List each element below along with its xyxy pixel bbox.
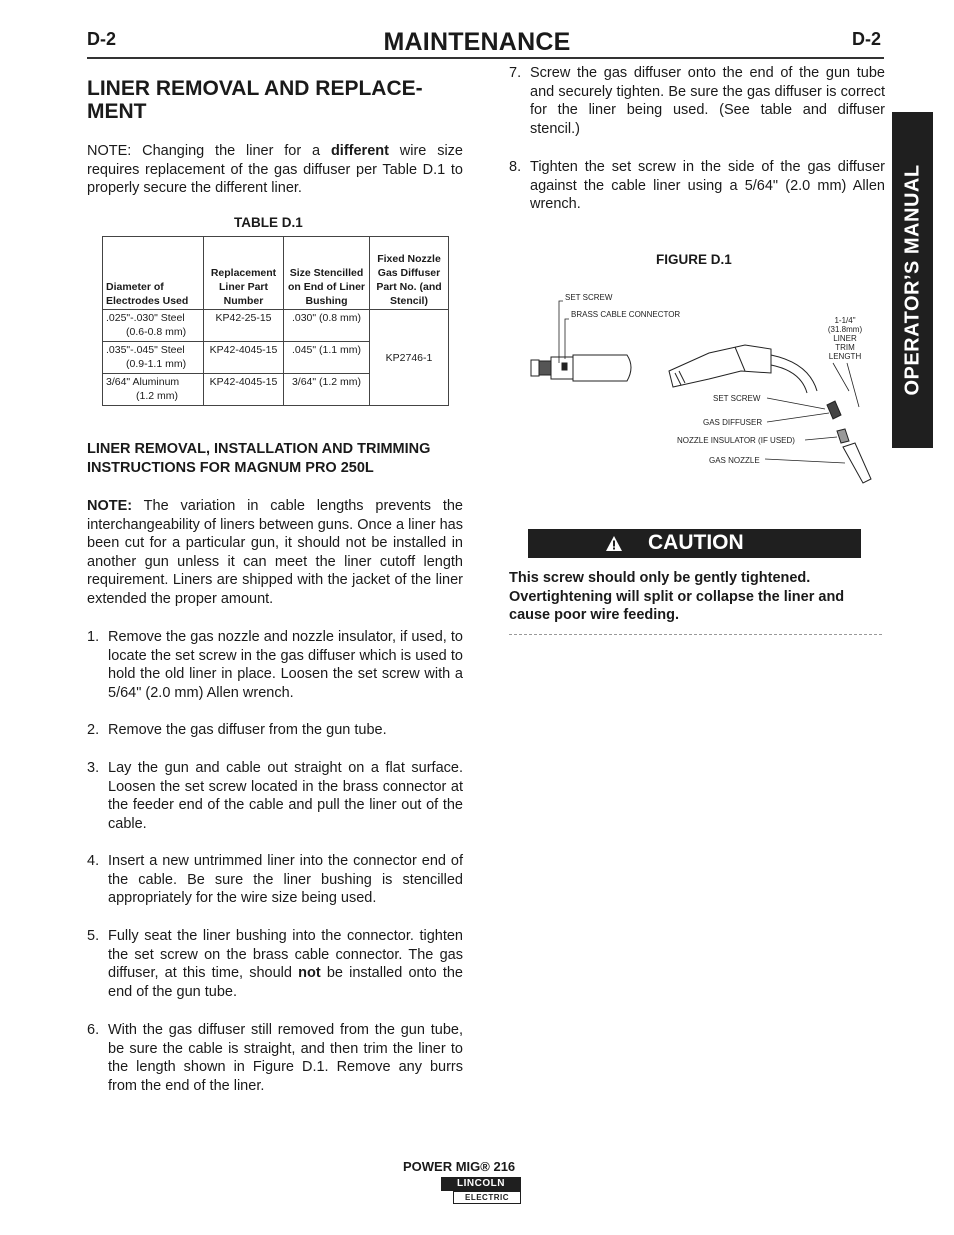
gas-diffuser-shape xyxy=(827,401,841,419)
diameter-text: 3/64" Aluminum xyxy=(106,376,180,388)
step-bold-word: not xyxy=(298,965,321,982)
table-cell-stencil: .045" (1.1 mm) xyxy=(284,342,370,374)
table-cell-liner: KP42-4045-15 xyxy=(204,374,284,406)
step-4 xyxy=(87,852,463,908)
step-text: Screw the gas diffuser onto the end of the gun tube and securely tighten. Be sure the gas diffuser is correct for the liner being used. (See table and diffuser stencil.) xyxy=(530,65,885,137)
label-trim-4: TRIM xyxy=(835,343,855,352)
table-cell-liner: KP42-25-15 xyxy=(204,310,284,342)
gun-tube xyxy=(771,355,817,391)
warning-icon xyxy=(605,535,623,552)
page-code-right: D-2 xyxy=(852,29,882,49)
table-header-stencil: Size Stencilled on End of Liner Bushing xyxy=(284,237,370,310)
caution-banner xyxy=(528,529,861,558)
step-number: 2. xyxy=(87,722,100,738)
label-gas-nozzle: GAS NOZZLE xyxy=(709,456,760,465)
figure-caption: FIGURE D.1 xyxy=(656,252,732,267)
table-cell-stencil: .030" (0.8 mm) xyxy=(284,310,370,342)
gas-diffuser-leader xyxy=(767,413,829,422)
diameter-mm-text: (0.6-0.8 mm) xyxy=(126,326,187,338)
table-cell-diameter xyxy=(103,342,204,374)
brass-connector-drawing xyxy=(531,355,631,381)
nozzle-parts xyxy=(827,401,871,483)
note-body: The variation in cable lengths prevents the interchangeability of liners between guns. Once a liner has been cut for a particular gun, it should not be installed in another gun unless it can meet the liner cutoff length requirement. Liners are shipped with the jacket of the liner extended the proper amount. xyxy=(87,498,463,607)
table-row xyxy=(103,310,449,342)
step-text: Lay the gun and cable out straight on a flat surface. Loosen the set screw located in the brass connector at the feeder end of the cable and pull the liner out of the cable. xyxy=(108,760,463,832)
step-2 xyxy=(87,721,463,740)
step-text: With the gas diffuser still removed from the gun tube, be sure the cable is straight, and then trim the liner to the length shown in Figure D.1. Remove any burrs from the end of the liner. xyxy=(108,1022,463,1094)
label-trim-1: 1-1/4" xyxy=(834,316,856,325)
step-number: 7. xyxy=(509,65,522,81)
table-caption: TABLE D.1 xyxy=(234,215,303,230)
step-text-start: Fully seat the liner bushing into the connector. tighten the set screw on the brass cable connector. The gas diffuser, at this time, should xyxy=(108,928,463,982)
trim-leader xyxy=(833,363,849,391)
note-paragraph xyxy=(87,142,463,198)
caution-title: CAUTION xyxy=(648,531,744,554)
header-rule xyxy=(87,57,884,59)
set-screw-shape xyxy=(562,363,567,370)
gas-nozzle-shape xyxy=(843,443,871,483)
table-cell-diffuser: KP2746-1 xyxy=(370,310,449,406)
label-trim-3: LINER xyxy=(833,334,857,343)
table-header-diameter: Diameter of Electrodes Used xyxy=(103,237,204,310)
diameter-mm-text: (0.9-1.1 mm) xyxy=(126,358,187,370)
step-8 xyxy=(509,158,885,214)
caution-divider xyxy=(509,634,882,635)
step-6 xyxy=(87,1021,463,1095)
caution-text: This screw should only be gently tightened. Overtightening will split or collapse the liner and cause poor wire feeding. xyxy=(509,570,845,624)
table-cell-stencil: 3/64" (1.2 mm) xyxy=(284,374,370,406)
label-nozzle-insulator: NOZZLE INSULATOR (IF USED) xyxy=(677,436,795,445)
nozzle-insulator-leader xyxy=(805,437,837,440)
gun-drawing xyxy=(669,345,817,393)
step-3 xyxy=(87,759,463,833)
section-title: LINER REMOVAL AND REPLACE- MENT xyxy=(87,77,423,123)
note-text-end: wire size requires replacement of the gas diffuser per Table D.1 to properly secure the different liner. xyxy=(87,143,463,197)
gun-tube-inner xyxy=(771,365,807,393)
step-1 xyxy=(87,628,463,702)
table-header-row xyxy=(103,237,449,310)
connector-nut xyxy=(539,361,551,375)
figure-d1 xyxy=(509,283,885,493)
page-title: MAINTENANCE xyxy=(383,28,571,56)
gas-nozzle-leader xyxy=(765,459,845,463)
diameter-text: .035"-.045" Steel xyxy=(106,344,185,356)
step-text xyxy=(108,927,463,1001)
label-gas-diffuser: GAS DIFFUSER xyxy=(703,418,763,427)
instructions-subhead: LINER REMOVAL, INSTALLATION AND TRIMMING INSTRUCTIONS FOR MAGNUM PRO 250L xyxy=(87,441,431,476)
step-text: Remove the gas nozzle and nozzle insulator, if used, to locate the set screw in the gas diffuser which is used to hold the old liner in place. Loosen the set screw with a 5/64" (2.0 mm) Allen wrench. xyxy=(108,629,463,701)
set-screw-leader xyxy=(767,398,825,409)
label-set-screw: SET SCREW xyxy=(713,394,761,403)
cable-sleeve xyxy=(573,355,631,381)
label-brass-connector: BRASS CABLE CONNECTOR xyxy=(571,310,681,319)
nozzle-insulator-shape xyxy=(837,429,849,443)
diameter-text: .025"-.030" Steel xyxy=(106,312,185,324)
logo-bottom: ELECTRIC xyxy=(453,1191,521,1204)
footer-model: POWER MIG® 216 xyxy=(403,1159,516,1174)
step-number: 5. xyxy=(87,928,100,944)
table-cell-diameter xyxy=(103,310,204,342)
step-5 xyxy=(87,927,463,1001)
step-text-end: be installed onto the end of the gun tube. xyxy=(108,965,463,1000)
set-screw-leader xyxy=(559,301,563,363)
connector-tip xyxy=(531,360,539,376)
step-number: 8. xyxy=(509,159,522,175)
step-text: Insert a new untrimmed liner into the connector end of the cable. Be sure the liner bushing is stencilled appropriately for the wire size being used. xyxy=(108,853,463,907)
page-code-left: D-2 xyxy=(87,29,117,49)
label-trim-5: LENGTH xyxy=(828,352,862,361)
step-number: 3. xyxy=(87,760,100,776)
lincoln-electric-logo xyxy=(441,1177,521,1205)
step-number: 1. xyxy=(87,629,100,645)
step-7 xyxy=(509,64,885,138)
table-cell-liner: KP42-4045-15 xyxy=(204,342,284,374)
liner-table xyxy=(102,236,449,406)
side-tab-label: OPERATOR’S MANUAL xyxy=(901,164,923,396)
note-label: NOTE: xyxy=(87,498,133,514)
step-text: Remove the gas diffuser from the gun tube. xyxy=(108,722,387,738)
side-tab xyxy=(892,112,933,448)
note-text-start: NOTE: Changing the liner for a xyxy=(87,143,331,159)
step-number: 6. xyxy=(87,1022,100,1038)
step-number: 4. xyxy=(87,853,100,869)
table-header-liner: Replacement Liner Part Number xyxy=(204,237,284,310)
table-cell-diameter xyxy=(103,374,204,406)
diameter-mm-text: (1.2 mm) xyxy=(136,390,178,402)
brass-connector-leader xyxy=(565,319,569,359)
step-text: Tighten the set screw in the side of the gas diffuser against the cable liner using a 5/64" (2.0 mm) Allen wrench. xyxy=(530,159,885,213)
trim-leader xyxy=(847,363,859,407)
label-trim-2: (31.8mm) xyxy=(827,325,863,334)
instructions-note xyxy=(87,497,463,609)
note-bold-word: different xyxy=(330,143,389,159)
label-set-screw-top: SET SCREW xyxy=(565,293,613,302)
table-header-diffuser: Fixed Nozzle Gas Diffuser Part No. (and Stencil) xyxy=(370,237,449,310)
logo-top: LINCOLN xyxy=(441,1177,521,1191)
